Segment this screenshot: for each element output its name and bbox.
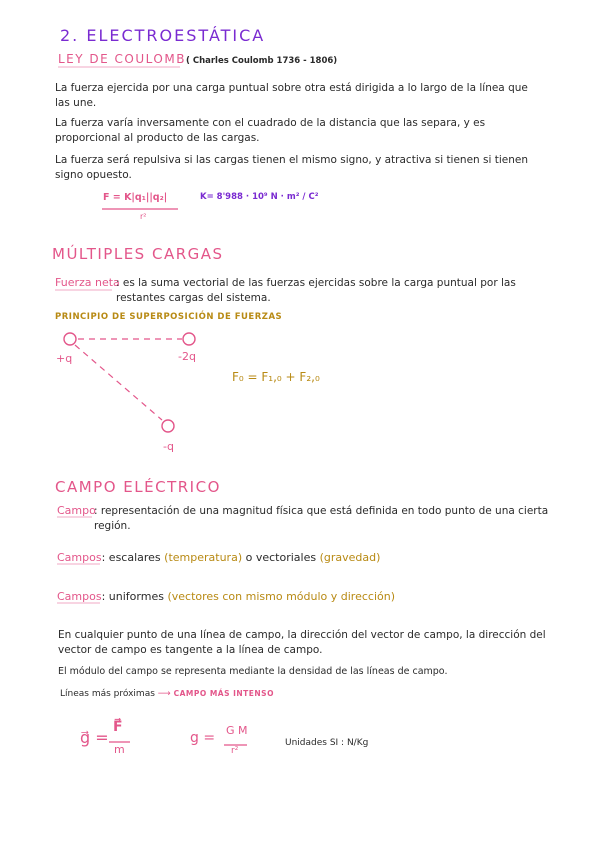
field-term-1: Campo	[57, 504, 96, 517]
field-vector: o vectoriales	[245, 551, 317, 564]
field-term-3: Campos	[57, 590, 102, 603]
coulomb-paragraph-1: La fuerza ejercida por una carga puntual sobre otra está dirigida a lo largo de la línea que las une.	[55, 82, 528, 109]
field-lines-paragraph-2: El módulo del campo se representa mediante la densidad de las líneas de campo.	[58, 666, 448, 677]
field-scalar-example: (temperatura)	[164, 551, 243, 564]
field-lines-paragraph-1: En cualquier punto de una línea de campo, la dirección del vector de campo, la dirección del vector de campo es tangente a la línea de campo.	[58, 629, 546, 656]
field-uniform-example: (vectores con mismo módulo y dirección)	[167, 590, 395, 603]
coulomb-formula-denominator: r²	[140, 212, 147, 221]
field-vector-formula-denominator: m	[114, 743, 125, 756]
stronger-field-label: CAMPO MÁS INTENSO	[173, 689, 274, 698]
superposition-principle-heading: PRINCIPIO DE SUPERPOSICIÓN DE FUERZAS	[55, 312, 283, 322]
charge-label-minus-q: -q	[163, 440, 174, 453]
coulomb-heading: LEY DE COULOMB	[58, 52, 186, 66]
net-force-term: Fuerza neta	[55, 276, 120, 289]
si-units: Unidades SI : N/Kg	[285, 738, 369, 748]
dashed-line-diagonal	[75, 345, 162, 420]
coulomb-paragraph-2: La fuerza varía inversamente con el cuadrado de la distancia que las separa, y es proporcional al producto de las cargas.	[55, 117, 486, 144]
arrow-right-icon: ⟶	[157, 689, 171, 699]
field-vector-example: (gravedad)	[319, 551, 381, 564]
coulomb-formula-numerator: F = K|q₁||q₂|	[103, 192, 168, 203]
charge-label-plus-q: +q	[56, 352, 73, 365]
coulomb-attribution: ( Charles Coulomb 1736 - 1806)	[186, 56, 338, 66]
field-term-2: Campos	[57, 551, 102, 564]
multiple-charges-heading: MÚLTIPLES CARGAS	[52, 245, 224, 263]
coulomb-paragraph-3: La fuerza será repulsiva si las cargas tienen el mismo signo, y atractiva si tienen si tienen signo opuesto.	[55, 154, 529, 181]
page-title: 2. ELECTROESTÁTICA	[60, 26, 266, 45]
closer-lines-label: Líneas más próximas	[60, 689, 155, 699]
field-uniform: : uniformes	[101, 590, 164, 603]
gravity-formula-denominator: r²	[231, 746, 239, 756]
coulomb-constant: K= 8'988 · 10⁹ N · m² / C²	[200, 192, 319, 202]
charge-plus-q-circle	[64, 333, 76, 345]
field-definition-1: : representación de una magnitud física que está definida en todo punto de una cierta región.	[94, 505, 549, 532]
charge-minus-2q-circle	[183, 333, 195, 345]
net-force-definition: : es la suma vectorial de las fuerzas ejercidas sobre la carga puntual por las restantes cargas del sistema.	[116, 277, 516, 304]
charge-minus-q-circle	[162, 420, 174, 432]
gravity-formula-numerator: G M	[226, 724, 248, 737]
field-vector-formula-lhs: g⃗ =	[80, 728, 109, 747]
field-vector-formula-numerator: F⃗	[113, 719, 123, 735]
charge-label-minus-2q: -2q	[178, 350, 196, 363]
field-scalar: : escalares	[101, 551, 161, 564]
gravity-formula-lhs: g =	[190, 730, 216, 746]
electric-field-heading: CAMPO ELÉCTRICO	[55, 478, 221, 496]
superposition-equation: F₀ = F₁,₀ + F₂,₀	[232, 370, 320, 384]
